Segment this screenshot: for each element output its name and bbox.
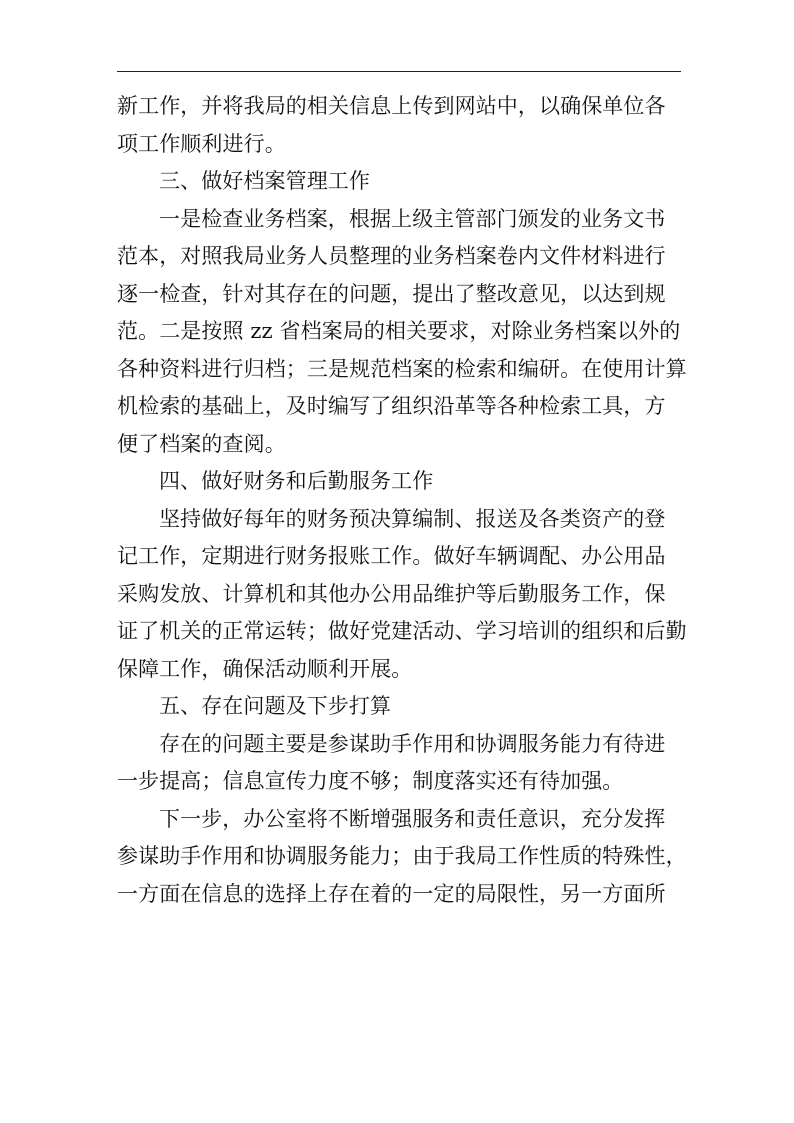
paragraph-existing-problems-line-2: 一步提高；信息宣传力度不够；制度落实还有待加强。 — [117, 769, 624, 793]
paragraph-next-steps — [117, 801, 685, 914]
paragraph-archive-management-line-7: 便了档案的查阅。 — [117, 431, 286, 456]
section-heading-archive-management — [117, 163, 685, 201]
paragraph-1 — [117, 88, 685, 163]
paragraph-finance-logistics — [117, 501, 685, 689]
paragraph-archive-management-line-3: 逐一检查，针对其存在的问题，提出了整改意见，以达到规 — [117, 281, 666, 306]
paragraph-next-steps-line-2: 参谋助手作用和协调服务能力；由于我局工作性质的特殊性， — [117, 844, 687, 868]
section-heading-problems-next-steps — [117, 688, 685, 726]
section-heading-finance-logistics — [117, 463, 685, 501]
paragraph-existing-problems-line-1: 存在的问题主要是参谋助手作用和协调服务能力有待进 — [159, 731, 666, 756]
paragraph-archive-management-line-1: 一是检查业务档案，根据上级主管部门颁发的业务文书 — [159, 206, 666, 231]
paragraph-existing-problems — [117, 726, 685, 801]
section-heading-finance-logistics-text: 四、做好财务和后勤服务工作 — [159, 469, 434, 493]
paragraph-archive-management-line-4: 范。二是按照 zz 省档案局的相关要求，对除业务档案以外的 — [117, 319, 681, 343]
section-heading-archive-management-text: 三、做好档案管理工作 — [159, 169, 370, 193]
document-body — [117, 88, 685, 913]
paragraph-archive-management — [117, 201, 685, 464]
paragraph-finance-logistics-line-1: 坚持做好每年的财务预决算编制、报送及各类资产的登 — [159, 506, 666, 531]
paragraph-finance-logistics-line-2: 记工作，定期进行财务报账工作。做好车辆调配、办公用品 — [117, 544, 666, 568]
paragraph-archive-management-line-2: 范本，对照我局业务人员整理的业务档案卷内文件材料进行 — [117, 244, 666, 268]
paragraph-finance-logistics-line-5: 保障工作，确保活动顺利开展。 — [117, 656, 413, 681]
paragraph-archive-management-line-5: 各种资料进行归档；三是规范档案的检索和编研。在使用计算 — [117, 356, 687, 381]
header-rule — [117, 71, 681, 72]
paragraph-1-line-2: 项工作顺利进行。 — [117, 131, 286, 156]
paragraph-next-steps-line-1: 下一步，办公室将不断增强服务和责任意识，充分发挥 — [159, 806, 666, 831]
paragraph-next-steps-line-3: 一方面在信息的选择上存在着的一定的局限性，另一方面所 — [117, 881, 666, 906]
section-heading-problems-next-steps-text: 五、存在问题及下步打算 — [159, 694, 392, 718]
paragraph-archive-management-line-6: 机检索的基础上，及时编写了组织沿革等各种检索工具，方 — [117, 394, 666, 418]
paragraph-finance-logistics-line-3: 采购发放、计算机和其他办公用品维护等后勤服务工作，保 — [117, 581, 666, 606]
paragraph-1-line-1: 新工作，并将我局的相关信息上传到网站中，以确保单位各 — [117, 94, 666, 118]
paragraph-finance-logistics-line-4: 证了机关的正常运转；做好党建活动、学习培训的组织和后勤 — [117, 619, 687, 643]
